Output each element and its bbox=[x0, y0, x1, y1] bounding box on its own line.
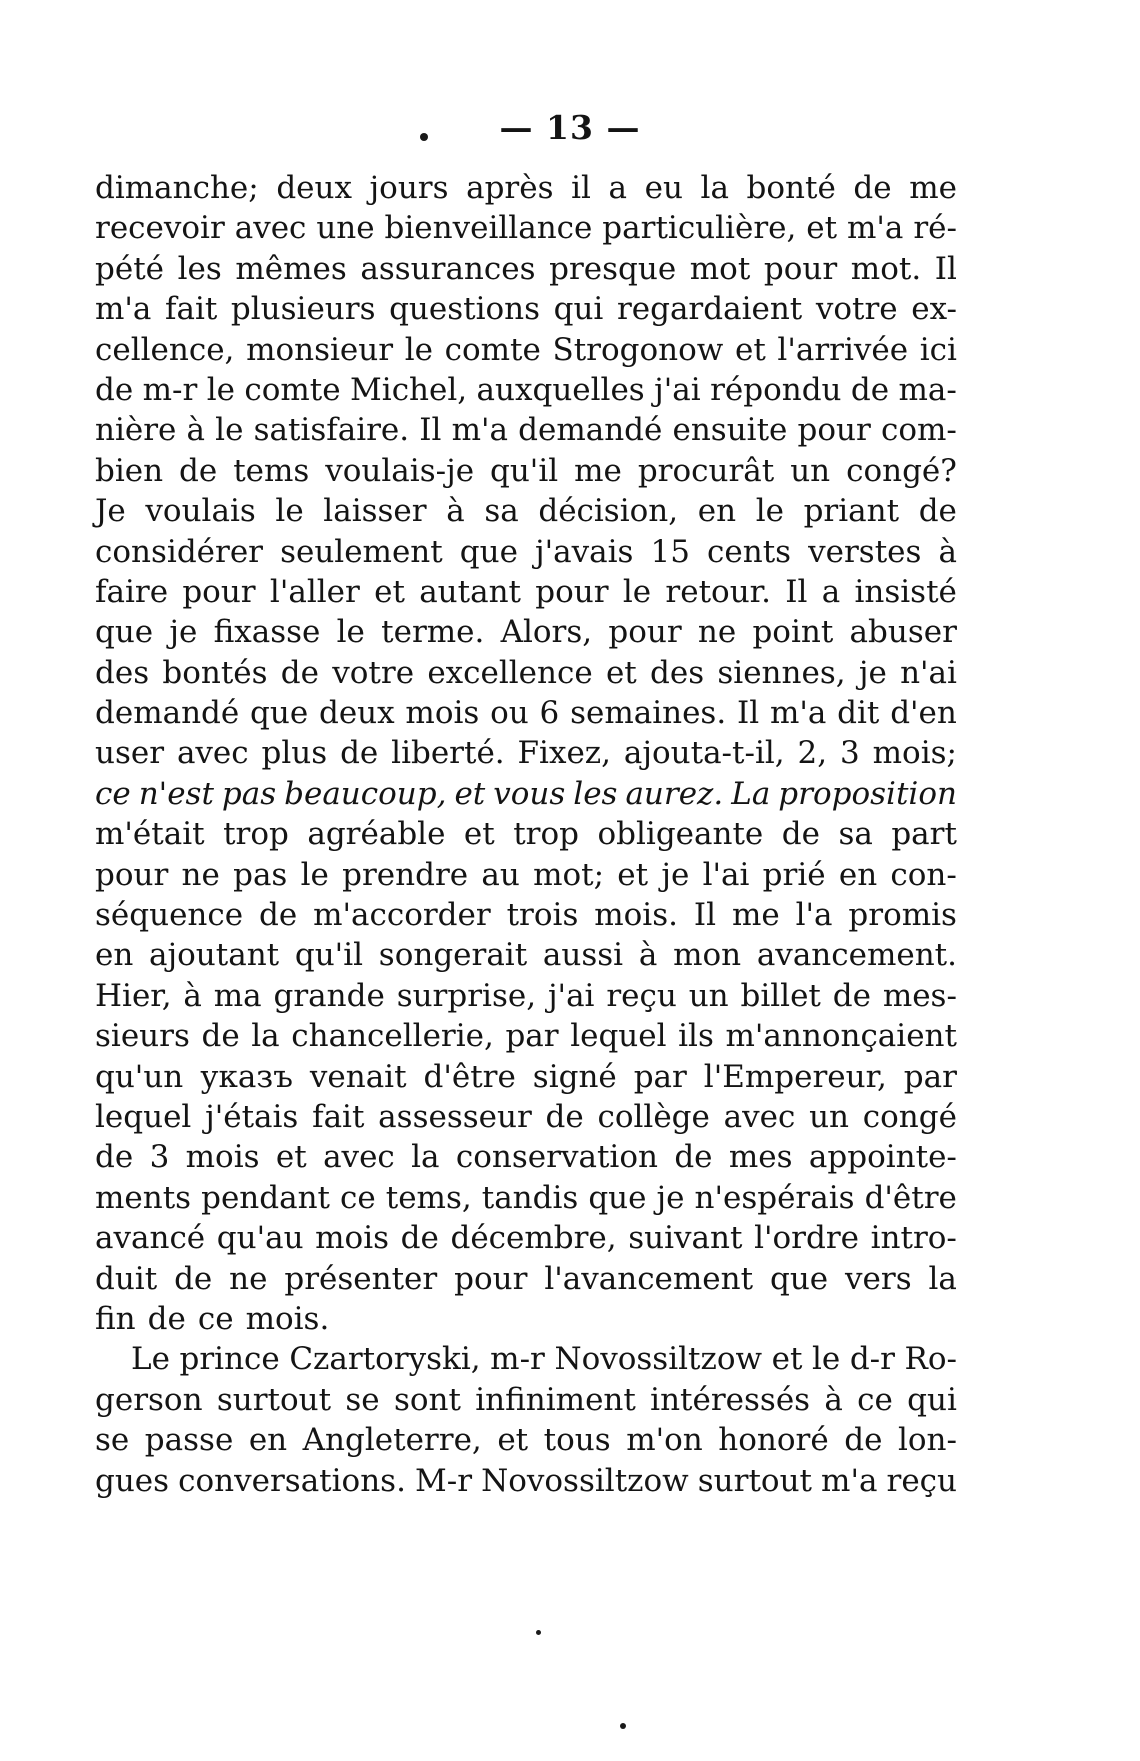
text-line: lequel j'étais fait assesseur de collège avec un congé bbox=[95, 1098, 957, 1135]
text-line: Hier, à ma grande surprise, j'ai reçu un billet de mes- bbox=[95, 977, 957, 1014]
text-line: séquence de m'accorder trois mois. Il me l'a promis bbox=[95, 897, 957, 934]
text-line: sieurs de la chancellerie, par lequel ils m'annonçaient bbox=[95, 1018, 957, 1055]
text-line: gerson surtout se sont infiniment intéressés à ce qui bbox=[95, 1381, 957, 1418]
text-line: Le prince Czartoryski, m-r Novossiltzow et le d-r Ro- bbox=[131, 1341, 957, 1378]
text-line: qu'un указъ venait d'être signé par l'Empereur, par bbox=[95, 1058, 957, 1095]
text-line: gues conversations. M-r Novossiltzow surtout m'a reçu bbox=[95, 1462, 957, 1499]
text-line: Je voulais le laisser à sa décision, en le priant de bbox=[95, 493, 957, 530]
paragraph-2 bbox=[95, 1339, 957, 1501]
page-number: — 13 — bbox=[499, 108, 641, 147]
text-line: recevoir avec une bienveillance particulière, et m'a ré- bbox=[95, 210, 957, 247]
text-line: que je fixasse le terme. Alors, pour ne point abuser bbox=[95, 614, 957, 651]
text-line: de m-r le comte Michel, auxquelles j'ai répondu de ma- bbox=[95, 371, 957, 408]
text-line: m'était trop agréable et trop obligeante de sa part bbox=[95, 816, 957, 853]
text-line: en ajoutant qu'il songerait aussi à mon avancement. bbox=[95, 937, 957, 974]
text-line: de 3 mois et avec la conservation de mes appointe- bbox=[95, 1139, 957, 1176]
text-line: demandé que deux mois ou 6 semaines. Il m'a dit d'en bbox=[95, 695, 957, 732]
text-line: se passe en Angleterre, et tous m'on honoré de lon- bbox=[95, 1422, 957, 1459]
text-line: des bontés de votre excellence et des siennes, je n'ai bbox=[95, 654, 957, 691]
ink-speck bbox=[420, 133, 428, 141]
ink-speck bbox=[620, 1723, 626, 1729]
text-line: cellence, monsieur le comte Strogonow et l'arrivée ici bbox=[95, 331, 957, 368]
text-line: fin de ce mois. bbox=[95, 1300, 330, 1337]
text-line: avancé qu'au mois de décembre, suivant l'ordre intro- bbox=[95, 1220, 957, 1257]
text-line: ments pendant ce tems, tandis que je n'espérais d'être bbox=[95, 1179, 957, 1216]
text-line: duit de ne présenter pour l'avancement que vers la bbox=[95, 1260, 957, 1297]
ink-speck bbox=[536, 1630, 541, 1635]
text-line: ce n'est pas beaucoup, et vous les aurez. La proposition bbox=[95, 775, 957, 812]
text-line: user avec plus de liberté. Fixez, ajouta-t-il, 2, 3 mois; bbox=[95, 735, 957, 772]
paragraph-1 bbox=[95, 168, 957, 1339]
text-line: pour ne pas le prendre au mot; et je l'ai prié en con- bbox=[95, 856, 957, 893]
text-line: nière à le satisfaire. Il m'a demandé ensuite pour com- bbox=[95, 412, 957, 449]
text-line: faire pour l'aller et autant pour le retour. Il a insisté bbox=[95, 573, 957, 610]
text-line: pété les mêmes assurances presque mot pour mot. Il bbox=[95, 250, 957, 287]
text-line: bien de tems voulais-je qu'il me procurât un congé? bbox=[95, 452, 957, 489]
text-line: m'a fait plusieurs questions qui regardaient votre ex- bbox=[95, 291, 957, 328]
text-line: dimanche; deux jours après il a eu la bonté de me bbox=[95, 170, 957, 206]
text-line: considérer seulement que j'avais 15 cents verstes à bbox=[95, 533, 957, 570]
body-text bbox=[95, 168, 957, 1501]
